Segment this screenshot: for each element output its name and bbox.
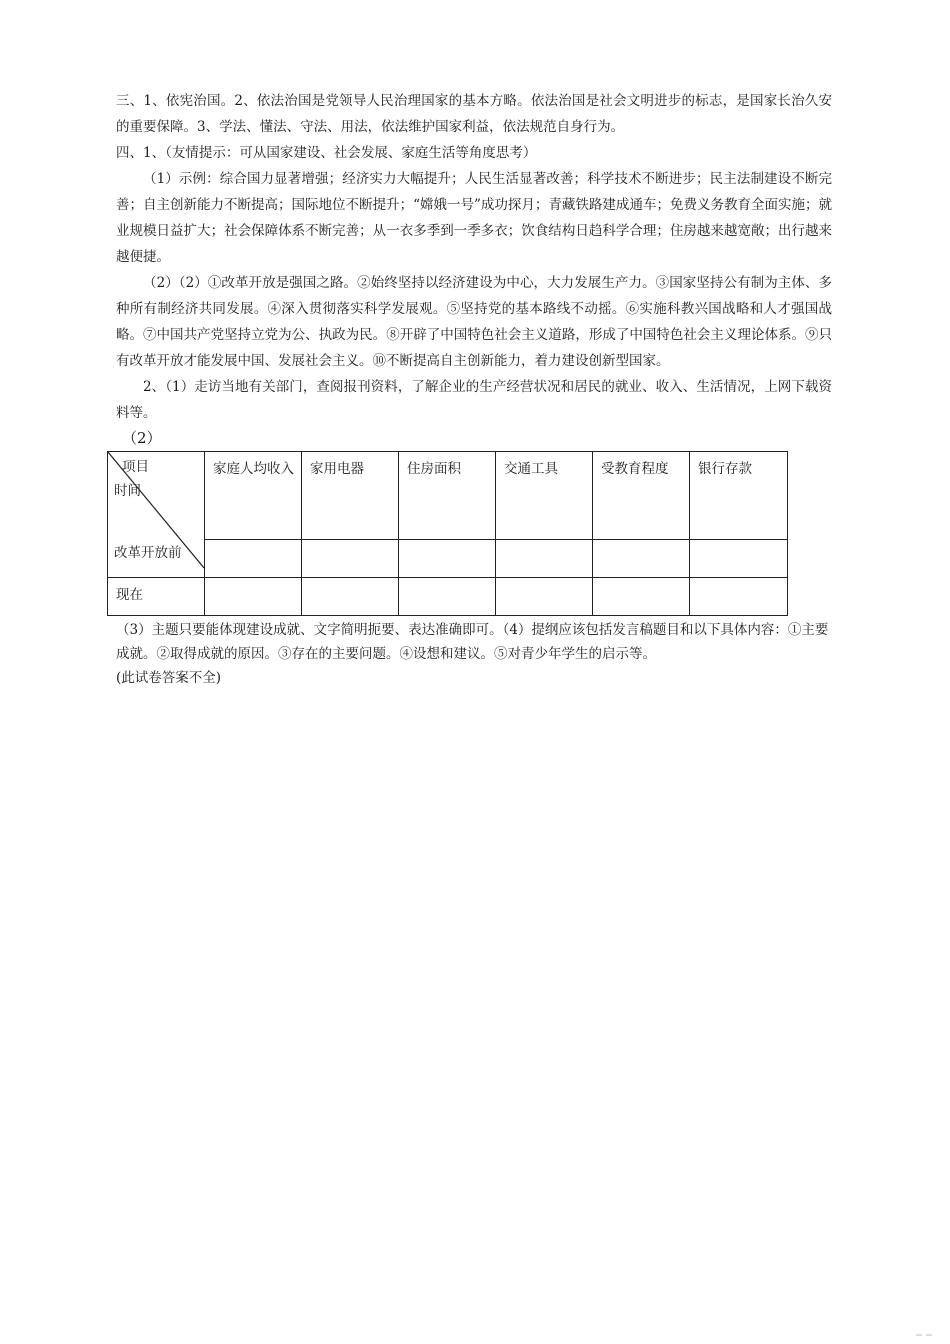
- column-header-appliances: 家用电器: [302, 452, 399, 540]
- table-row-before-reform: [108, 540, 788, 578]
- section-4-item2-q1-answer: 2、（1）走访当地有关部门，查阅报刊资料，了解企业的生产经营状况和居民的就业、收入、生活情况，上网下载资料等。: [116, 379, 832, 421]
- section-3-answer: 三、1、依宪治国。2、依法治国是党领导人民治理国家的基本方略。依法治国是社会文明进步的标志，是国家长治久安的重要保障。3、学法、懂法、守法、用法，依法维护国家利益，依法规范自身行为。: [116, 93, 832, 135]
- section-4-heading: 四、1、（友情提示：可从国家建设、社会发展、家庭生活等角度思考）: [116, 145, 537, 161]
- column-header-housing-area: 住房面积: [399, 452, 496, 540]
- corner-label-time: 时间: [114, 483, 141, 499]
- table-cell: [302, 578, 399, 616]
- column-header-income: 家庭人均收入: [205, 452, 302, 540]
- row-label-now: 现在: [108, 578, 205, 616]
- table-cell: [399, 578, 496, 616]
- column-header-education: 受教育程度: [593, 452, 690, 540]
- row-label-before-reform: 改革开放前: [114, 545, 182, 561]
- table-cell: [302, 540, 399, 578]
- comparison-table: [107, 451, 788, 616]
- table-cell: [496, 540, 593, 578]
- incomplete-answers-note: (此试卷答案不全): [116, 670, 222, 686]
- table-row-now: [108, 578, 788, 616]
- table-cell: [593, 578, 690, 616]
- section-4-q3-q4-answer: （3）主题只要能体现建设成就、文字简明扼要、表达准确即可。（4）提纲应该包括发言稿题目和以下具体内容：①主要成就。②取得成就的原因。③存在的主要问题。④设想和建议。⑤对青少年学生的启示等。: [116, 622, 829, 662]
- table-cell: [593, 540, 690, 578]
- table-cell: [496, 578, 593, 616]
- table-label: （2）: [122, 429, 162, 447]
- table-cell: [690, 540, 788, 578]
- corner-label-item: 项目: [122, 459, 149, 475]
- table-cell: [399, 540, 496, 578]
- section-4-q2-answer: （2）（2）①改革开放是强国之路。②始终坚持以经济建设为中心，大力发展生产力。③国家坚持公有制为主体、多种所有制经济共同发展。④深入贯彻落实科学发展观。⑤坚持党的基本路线不动摇。⑥实施科教兴国战略和人才强国战略。⑦中国共产党坚持立党为公、执政为民。⑧开辟了中国特色社会主义道路，形成了中国特色社会主义理论体系。⑨只有改革开放才能发展中国、发展社会主义。⑩不断提高自主创新能力，着力建设创新型国家。: [116, 275, 832, 369]
- column-header-transport: 交通工具: [496, 452, 593, 540]
- column-header-savings: 银行存款: [690, 452, 788, 540]
- table-cell: [205, 540, 302, 578]
- page-corner-mark: [916, 1326, 936, 1336]
- table-header-row: [108, 452, 788, 540]
- section-4-q1-answer: （1）示例：综合国力显著增强；经济实力大幅提升；人民生活显著改善；科学技术不断进步；民主法制建设不断完善；自主创新能力不断提高；国际地位不断提升；“嫦娥一号”成功探月；青藏铁路建成通车；免费义务教育全面实施；就业规模日益扩大；社会保障体系不断完善；从一衣多季到一季多衣；饮食结构日趋科学合理；住房越来越宽敞；出行越来越便捷。: [116, 171, 832, 265]
- table-cell: [205, 578, 302, 616]
- table-cell: [690, 578, 788, 616]
- table-corner-cell: [108, 452, 205, 578]
